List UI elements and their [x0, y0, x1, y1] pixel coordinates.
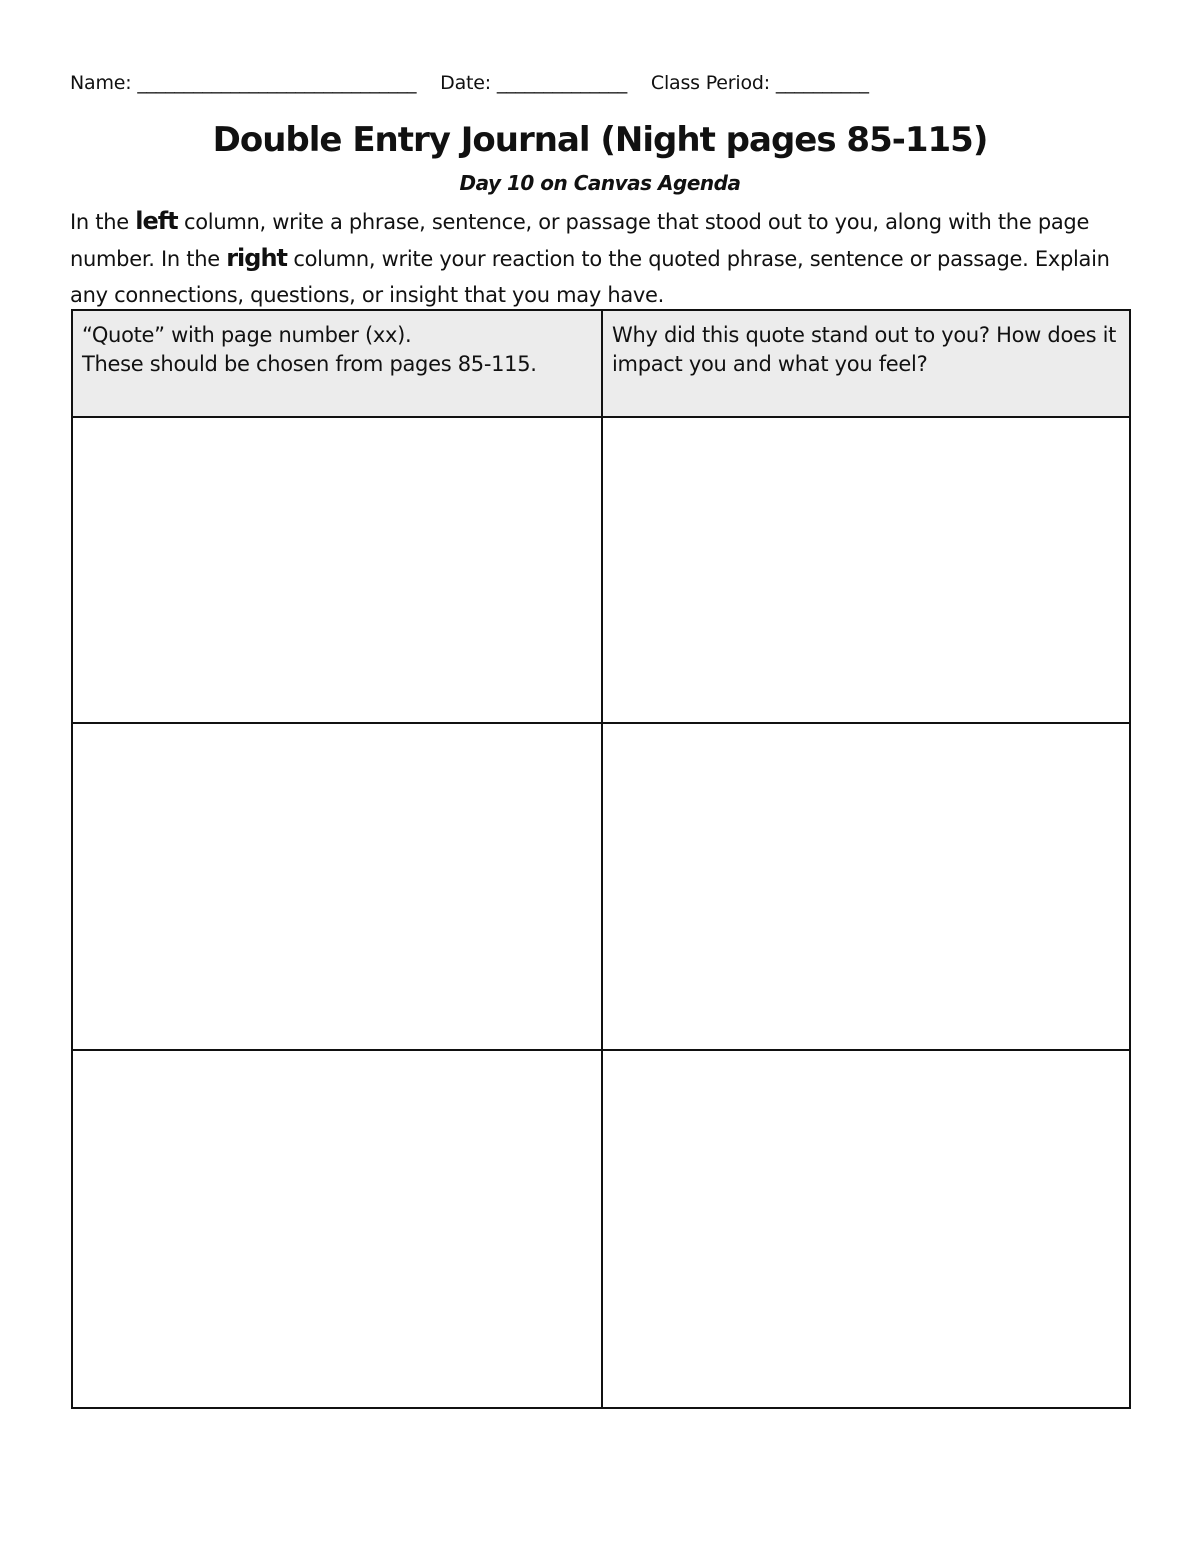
journal-entry-row — [72, 417, 1130, 723]
quote-cell[interactable] — [72, 723, 602, 1050]
journal-table — [71, 309, 1131, 1409]
name-label: Name: — [70, 72, 132, 94]
name-field[interactable]: ______________________________ — [137, 72, 417, 94]
instructions-left-word: left — [135, 207, 178, 235]
class-period-field[interactable]: __________ — [775, 72, 869, 94]
reaction-cell[interactable] — [602, 1050, 1130, 1408]
quote-cell[interactable] — [72, 1050, 602, 1408]
reaction-cell[interactable] — [602, 417, 1130, 723]
instructions-part-2: column, write a phrase, sentence, or passage that stood out to you, along with the page number. In the — [70, 210, 1090, 271]
instructions-right-word: right — [226, 244, 288, 272]
reaction-header-text: Why did this quote stand out to you? How does it impact you and what you feel? — [612, 323, 1117, 376]
page-title: Double Entry Journal (Night pages 85-115) — [212, 120, 988, 160]
reaction-cell[interactable] — [602, 723, 1130, 1050]
instructions-paragraph — [70, 203, 1140, 313]
reaction-column-header — [602, 310, 1130, 417]
date-field[interactable]: ______________ — [496, 72, 628, 94]
page-subtitle: Day 10 on Canvas Agenda — [459, 171, 741, 195]
instructions-part-1: In the — [70, 210, 136, 234]
instructions-part-3: column, write your reaction to the quoted phrase, sentence or passage. Explain any connections, questions, or insight that you may have. — [70, 247, 1110, 307]
quote-header-line-2: These should be chosen from pages 85-115. — [82, 352, 537, 376]
class-period-label: Class Period: — [650, 72, 770, 94]
journal-entry-row — [72, 1050, 1130, 1408]
quote-column-header — [72, 310, 602, 417]
quote-cell[interactable] — [72, 417, 602, 723]
date-label: Date: — [440, 72, 491, 94]
journal-header-row — [72, 310, 1130, 417]
journal-entry-row — [72, 723, 1130, 1050]
student-info-line — [70, 72, 1130, 94]
quote-header-line-1: “Quote” with page number (xx). — [82, 323, 412, 347]
